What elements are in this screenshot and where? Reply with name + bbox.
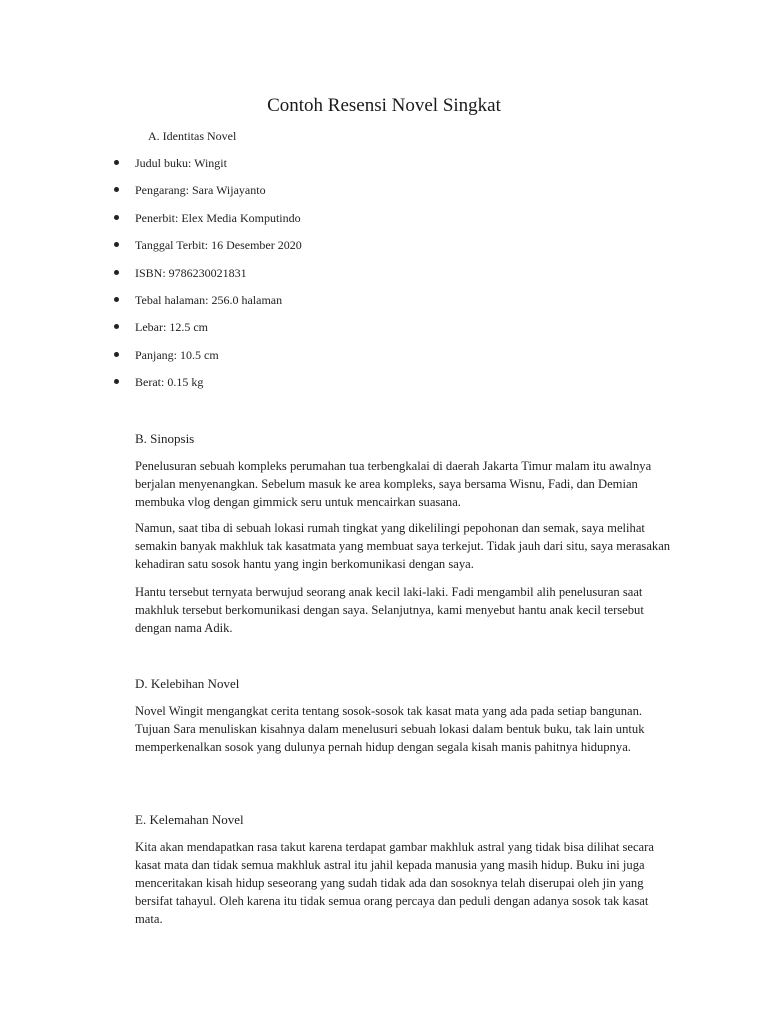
sinopsis-paragraph-2: Namun, saat tiba di sebuah lokasi rumah tingkat yang dikelilingi pepohonan dan semak, saya melihat semakin banyak makhluk tak kasatmata yang membuat saya terkejut. Tidak jauh dari situ, saya merasakan kehadiran satu sosok hantu yang ingin berkomunikasi dengan saya. bbox=[135, 521, 671, 571]
sinopsis-paragraph-1: Penelusuran sebuah kompleks perumahan tua terbengkalai di daerah Jakarta Timur malam itu awalnya berjalan menyenangkan. Sebelum masuk ke area kompleks, saya bersama Wisnu, Fadi, dan Demian membuka vlog dengan gimmick seru untuk mencairkan suasana. bbox=[135, 459, 652, 509]
bullet-icon bbox=[114, 324, 119, 329]
list-item-text: Panjang: 10.5 cm bbox=[135, 347, 219, 362]
list-item-text: Penerbit: Elex Media Komputindo bbox=[135, 210, 301, 225]
section-kelebihan-heading: D. Kelebihan Novel bbox=[135, 676, 240, 691]
section-identitas-heading: A. Identitas Novel bbox=[148, 129, 237, 143]
bullet-icon bbox=[114, 160, 119, 165]
bullet-icon bbox=[114, 187, 119, 192]
bullet-icon bbox=[114, 352, 119, 357]
kelemahan-paragraph: Kita akan mendapatkan rasa takut karena terdapat gambar makhluk astral yang tidak bisa dilihat secara kasat mata dan tidak semua makhluk astral itu jahil kepada manusia yang masih hidup. Buku ini juga menceritakan kisah hidup seseorang yang sudah tidak ada dan sosoknya telah diserupai oleh jin yang bersifat tahayul. Oleh karena itu tidak semua orang percaya dan peduli dengan adanya sosok tak kasat mata. bbox=[135, 840, 654, 926]
section-kelemahan-heading: E. Kelemahan Novel bbox=[135, 812, 244, 827]
sinopsis-paragraph-3: Hantu tersebut ternyata berwujud seorang anak kecil laki-laki. Fadi mengambil alih penelusuran saat makhluk tersebut berkomunikasi dengan saya. Selanjutnya, kami menyebut hantu anak kecil tersebut dengan nama Adik. bbox=[135, 585, 644, 635]
bullet-icon bbox=[114, 297, 119, 302]
bullet-icon bbox=[114, 270, 119, 275]
list-item-text: Tanggal Terbit: 16 Desember 2020 bbox=[135, 238, 302, 253]
list-item-text: Berat: 0.15 kg bbox=[135, 375, 204, 390]
list-item-text: ISBN: 9786230021831 bbox=[135, 265, 247, 280]
section-sinopsis-heading: B. Sinopsis bbox=[135, 431, 195, 446]
kelebihan-paragraph: Novel Wingit mengangkat cerita tentang sosok-sosok tak kasat mata yang ada pada setiap bangunan. Tujuan Sara menuliskan kisahnya dalam menelusuri sebuah lokasi dalam bentuk buku, tak lain untuk memperkenalkan sosok yang dulunya pernah hidup dengan segala kisah manis pahitnya hidupnya. bbox=[135, 704, 645, 754]
list-item-text: Tebal halaman: 256.0 halaman bbox=[135, 292, 283, 307]
list-item-text: Lebar: 12.5 cm bbox=[135, 320, 208, 335]
page-title: Contoh Resensi Novel Singkat bbox=[267, 95, 501, 116]
bullet-icon bbox=[114, 379, 119, 384]
bullet-icon bbox=[114, 215, 119, 220]
list-item-text: Pengarang: Sara Wijayanto bbox=[135, 183, 266, 198]
bullet-icon bbox=[114, 242, 119, 247]
list-item-text: Judul buku: Wingit bbox=[135, 156, 227, 170]
